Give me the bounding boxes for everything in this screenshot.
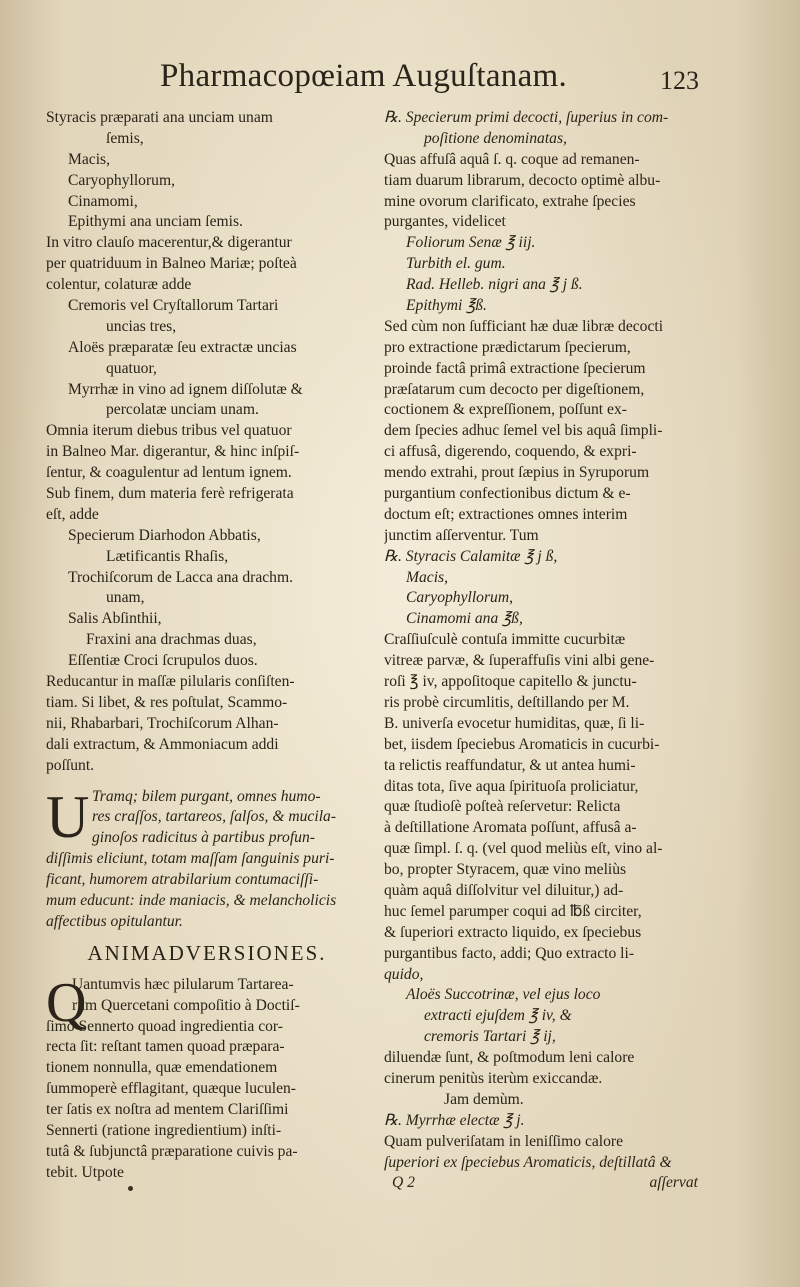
text-line: Aloës præparatæ ſeu extractæ uncias [68,338,297,356]
text-line: ficant, humorem atrabilarium contumaciſſi- [46,871,319,889]
text-line: Cinamomi ana ℥ß, [406,610,523,628]
text-line: bet, iisdem ſpeciebus Aromaticis in cucurbi- [384,735,660,753]
catchword: aſſervat [649,1174,698,1192]
text-line: B. univerſa evocetur humiditas, quæ, ſi li- [384,714,645,732]
text-line: Cinamomi, [68,192,138,210]
text-line: tiam duarum librarum, decocto optimè albu- [384,171,661,189]
text-line: tutâ & ſubjunctâ præparatione cuivis pa- [46,1142,298,1160]
text-line: dem ſpecies adhuc ſemel vel bis aquâ ſimpli- [384,422,663,440]
text-line: ſummoperè efflagitant, quæque luculen- [46,1080,297,1098]
text-line: dali extractum, & Ammoniacum addi [46,735,279,753]
text-line: purgantes, videlicet [384,213,506,231]
text-line: mine ovorum clarificato, extrahe ſpecies [384,192,636,210]
text-line: Fraxini ana drachmas duas, [86,631,257,649]
text-line: ditas tota, ſive aqua ſpirituoſa proliciatur, [384,777,639,795]
text-line: ter ſatis ex noſtra ad mentem Clariſſimi [46,1101,289,1119]
text-line: Craſſiuſculè contuſa immitte cucurbitæ [384,631,626,649]
text-line: Rad. Helleb. nigri ana ℥ j ß. [406,276,583,294]
text-line: Caryophyllorum, [68,171,175,189]
text-line: doctum eſt; extractiones omnes interim [384,505,628,523]
drop-cap-q: Q [46,971,87,1034]
text-line: poſitione denominatas, [424,129,567,147]
text-line: recta ſit: reſtant tamen quoad præpara- [46,1038,285,1056]
drop-cap-u: U [46,783,90,850]
text-line: Macis, [406,568,449,586]
text-line: poſſunt. [46,756,95,774]
text-line: & ſuperiori extracto liquido, ex ſpeciebus [384,923,642,941]
recipe-text-left [46,108,368,777]
text-line: nii, Rhabarbari, Trochiſcorum Alhan- [46,714,279,732]
text-line: mum educunt: inde maniacis, & melancholicis [46,891,337,909]
text-line: huc ſemel parumper coqui ad ℔ß circiter, [384,902,642,920]
text-line: Sennerti (ratione ingredientium) inſti- [46,1121,282,1139]
text-line: purgantibus facto, addi; Quo extracto li- [384,944,635,962]
text-line: quæ ſimpl. ſ. q. (vel quod meliùs eſt, vino al- [384,840,663,858]
text-line: quatuor, [106,359,157,377]
text-line: ta relictis reaffundatur, & ut antea humi- [384,756,636,774]
text-line: Reducantur in maſſæ pilularis conſiſten- [46,673,295,691]
text-line: In vitro clauſo macerentur,& digerantur [46,234,292,252]
text-line: ci affusâ, digerendo, coquendo, & expri- [384,443,637,461]
text-line: tionem nonnulla, quæ emendationem [46,1059,278,1077]
text-line: Sed cùm non ſufficiant hæ duæ libræ decocti [384,317,664,335]
text-line: ℞. Myrrhæ electæ ℥ j. [384,1111,525,1129]
text-line: vitreæ parvæ, & ſuperaffuſis vini albi gene- [384,652,655,670]
text-line: ſuperiori ex ſpeciebus Aromaticis, deſtillatâ & [384,1153,672,1171]
text-line: Trochiſcorum de Lacca ana drachm. [68,568,294,586]
text-line: coctionem & expreſſionem, poſſunt ex- [384,401,627,419]
text-line: Macis, [68,150,111,168]
text-line: affectibus opitulantur. [46,912,183,930]
text-line: quàm aquâ diſſolvitur vel diluitur,) ad- [384,881,624,899]
text-line: Cremoris vel Cryſtallorum Tartari [68,297,279,315]
text-line: ℞. Styracis Calamitæ ℥ j ß, [384,547,558,565]
text-line: Epithymi ℥ß. [406,297,487,315]
text-line: Caryophyllorum, [406,589,513,607]
text-line: diluendæ ſunt, & poſtmodum leni calore [384,1049,635,1067]
text-line: præſatarum cum decocto per digeſtionem, [384,380,645,398]
text-line: Salis Abſinthii, [68,610,162,628]
section-heading: ANIMADVERSIONES. [87,940,327,965]
usage-paragraph [46,783,368,933]
text-line: cinerum penitùs iterùm exiccandæ. [384,1069,603,1087]
text-line: res craſſos, tartareos, ſalſos, & mucila- [92,808,337,826]
animadversiones-paragraph [46,971,368,1184]
text-line: mendo extrahi, prout ſæpius in Syruporum [384,464,650,482]
text-line: Uantumvis hæc pilularum Tartarea- [72,975,294,993]
text-line: Eſſentiæ Croci ſcrupulos duos. [68,652,258,670]
text-line: roſi ℥ iv, appoſitoque capitello & junctu- [384,673,637,691]
text-line: Myrrhæ in vino ad ignem diſſolutæ & [68,380,303,398]
text-line: Foliorum Senæ ℥ iij. [406,234,536,252]
text-line: tiam. Si libet, & res poſtulat, Scammo- [46,693,288,711]
text-line: percolatæ unciam unam. [106,401,259,419]
text-line: uncias tres, [106,317,177,335]
text-line: Lætificantis Rhaſis, [106,547,229,565]
text-line: ℞. Specierum primi decocti, ſuperius in com- [384,109,669,126]
text-line: Epithymi ana unciam ſemis. [68,213,243,231]
text-line: purgantium confectionibus dictum & e- [384,485,631,503]
text-line: Specierum Diarhodon Abbatis, [68,526,261,544]
text-line: eſt, adde [46,505,99,523]
text-line: Sub finem, dum materia ferè refrigerata [46,485,294,503]
text-line: ſemis, [106,129,144,147]
text-line: extracti ejuſdem ℥ iv, & [424,1007,572,1025]
signature-mark: Q 2 [392,1174,415,1192]
text-line: per quatriduum in Balneo Mariæ; poſteà [46,255,297,273]
left-column [46,108,368,1184]
ink-spot [128,1186,133,1191]
page-number: 123 [660,66,699,95]
text-line: quido, [384,965,424,983]
text-line: Omnia iterum diebus tribus vel quatuor [46,422,292,440]
text-line: rum Quercetani compoſitio à Doctiſ- [72,996,300,1014]
recipe-text-right [384,108,714,1173]
text-line: Aloës Succotrinæ, vel ejus loco [406,986,601,1004]
text-line: ſimo Sennerto quoad ingredientia cor- [46,1017,283,1035]
running-title: Pharmacopœiam Auguſtanam. [160,58,568,94]
text-line: unam, [106,589,145,607]
right-column [384,108,714,1194]
text-line: bo, propter Styracem, quæ vino meliùs [384,861,627,879]
text-line: colentur, colaturæ adde [46,276,192,294]
text-line: quæ ſtudioſè poſteà reſervetur: Relicta [384,798,621,816]
text-line: pro extractione prædictarum ſpecierum, [384,338,631,356]
text-line: Styracis præparati ana unciam unam [46,109,273,126]
text-line: cremoris Tartari ℥ ij, [424,1028,556,1046]
footer-line [384,1173,714,1194]
text-line: Tramq; bilem purgant, omnes humo- [92,787,321,805]
text-line: tebit. Utpote [46,1163,124,1181]
text-line: ginoſos radicitus à partibus profun- [92,829,315,847]
text-line: Quas affuſâ aquâ ſ. q. coque ad remanen- [384,150,640,168]
text-line: in Balneo Mar. digerantur, & hinc inſpiſ- [46,443,300,461]
text-line: ſentur, & coagulentur ad lentum ignem. [46,464,292,482]
text-line: junctim aſſerventur. Tum [384,526,539,544]
text-line: Quam pulveriſatam in leniſſimo calore [384,1132,624,1150]
page-header [0,54,800,104]
text-line: diſſimis eliciunt, totam maſſam ſanguinis puri- [46,850,335,868]
text-line: Jam demùm. [444,1090,524,1108]
text-line: Turbith el. gum. [406,255,506,273]
text-line: à deſtillatione Aromata poſſunt, affusâ a- [384,819,637,837]
text-line: ris probè circumlitis, deſtillando per M. [384,693,630,711]
text-line: proinde factâ primâ extractione ſpecierum [384,359,646,377]
